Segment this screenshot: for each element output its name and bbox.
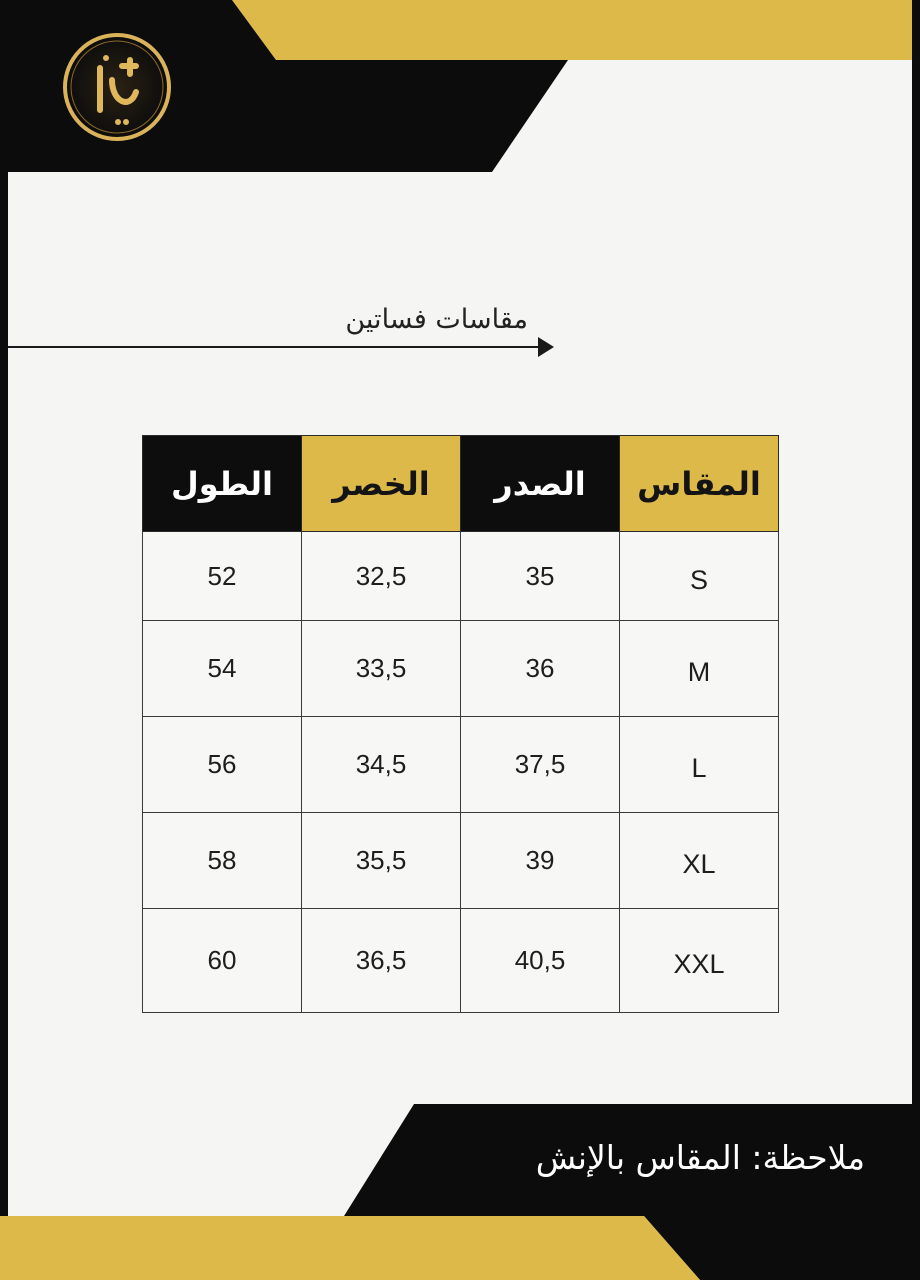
- table-row: [143, 532, 779, 621]
- size-table: [142, 435, 779, 1013]
- bottom-banner: [0, 1100, 920, 1280]
- length-cell: 60: [143, 909, 302, 1013]
- length-cell: 52: [143, 532, 302, 621]
- size-cell: XL: [620, 813, 779, 909]
- size-cell: XXL: [620, 909, 779, 1013]
- table-row: [143, 621, 779, 717]
- waist-cell: 33,5: [302, 621, 461, 717]
- waist-cell: 35,5: [302, 813, 461, 909]
- size-cell: L: [620, 717, 779, 813]
- chest-cell: 37,5: [461, 717, 620, 813]
- table-row: [143, 909, 779, 1013]
- right-arrow-icon: [8, 335, 558, 359]
- chest-cell: 36: [461, 621, 620, 717]
- waist-cell: 36,5: [302, 909, 461, 1013]
- table-header-row: [143, 436, 779, 532]
- size-cell: M: [620, 621, 779, 717]
- length-cell: 54: [143, 621, 302, 717]
- waist-cell: 34,5: [302, 717, 461, 813]
- measurement-note: ملاحظة: المقاس بالإنش: [535, 1138, 865, 1177]
- header-length: الطول: [143, 436, 302, 532]
- section-title: مقاسات فساتين: [345, 304, 528, 335]
- header-size: المقاس: [620, 436, 779, 532]
- table-row: [143, 717, 779, 813]
- chest-cell: 35: [461, 532, 620, 621]
- length-cell: 58: [143, 813, 302, 909]
- header-chest: الصدر: [461, 436, 620, 532]
- size-cell: S: [620, 532, 779, 621]
- bottom-gold-band: [0, 1216, 700, 1280]
- table-row: [143, 813, 779, 909]
- waist-cell: 32,5: [302, 532, 461, 621]
- top-gold-band: [232, 0, 912, 60]
- length-cell: 56: [143, 717, 302, 813]
- header-waist: الخصر: [302, 436, 461, 532]
- chest-cell: 39: [461, 813, 620, 909]
- chest-cell: 40,5: [461, 909, 620, 1013]
- calligraphy-logo-icon: [60, 30, 174, 144]
